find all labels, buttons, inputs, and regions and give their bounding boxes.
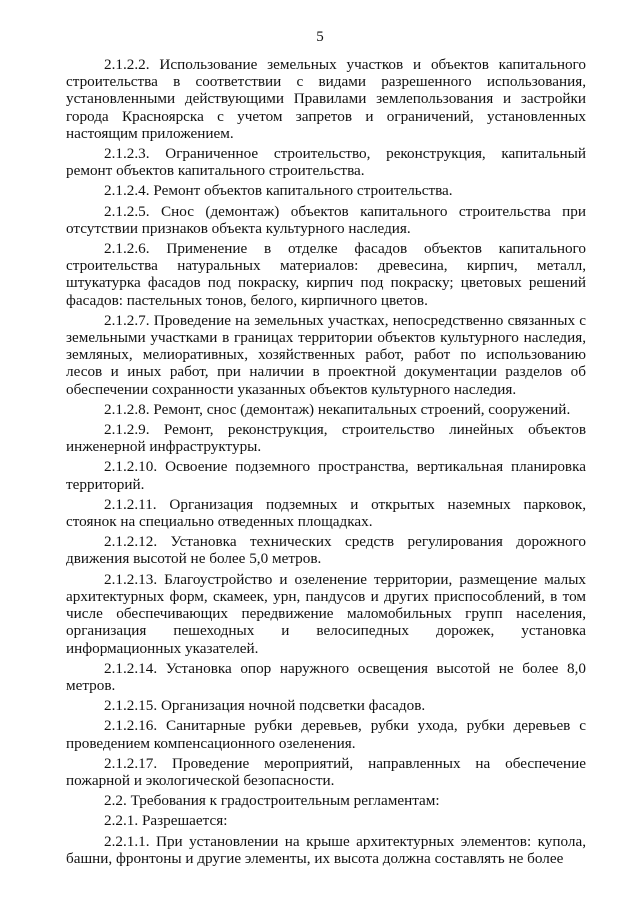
paragraph-2-1-2-14: 2.1.2.14. Установка опор наружного освещения высотой не более 8,0 метров.: [66, 659, 586, 694]
paragraph-2-1-2-2: 2.1.2.2. Использование земельных участков и объектов капитального строительства в соответствии с видами разрешенного использования, установленными действующими Правилами землепользования и застройки города Красноярска с учетом запретов и ограничений, установленных настоящим приложением.: [66, 56, 586, 142]
paragraph-2-1-2-15: 2.1.2.15. Организация ночной подсветки фасадов.: [104, 697, 426, 715]
paragraph-2-1-2-7: 2.1.2.7. Проведение на земельных участках, непосредственно связанных с земельными участками в границах территории объектов культурного наследия, земляных, мелиоративных, хозяйственных работ, работ по использованию лесов и иных работ, при наличии в проектной документации разделов об обеспечении сохранности указанных объектов культурного наследия.: [66, 311, 586, 398]
paragraph-2-1-2-9: 2.1.2.9. Ремонт, реконструкция, строительство линейных объектов инженерной инфраструктуры.: [66, 421, 586, 456]
paragraph-2-1-2-13: 2.1.2.13. Благоустройство и озеленение территории, размещение малых архитектурных форм, скамеек, урн, пандусов и других приспособлений, в том числе обеспечивающих передвижение маломобильных групп населения, организация пешеходных и велосипедных дорожек, установка информационных указателей.: [66, 570, 586, 657]
document-body: [66, 56, 586, 867]
paragraph-2-1-2-17: 2.1.2.17. Проведение мероприятий, направленных на обеспечение пожарной и экологической безопасности.: [66, 754, 586, 789]
paragraph-2-1-2-5: 2.1.2.5. Снос (демонтаж) объектов капитального строительства при отсутствии признаков объекта культурного наследия.: [66, 202, 586, 237]
subsection-heading-2-2-1: 2.2.1. Разрешается:: [104, 812, 228, 830]
paragraph-2-1-2-3: 2.1.2.3. Ограниченное строительство, реконструкция, капитальный ремонт объектов капитального строительства.: [66, 145, 586, 180]
section-heading-2-2: 2.2. Требования к градостроительным регламентам:: [104, 792, 440, 810]
paragraph-2-1-2-11: 2.1.2.11. Организация подземных и открытых наземных парковок, стоянок на специально отведенных площадках.: [66, 495, 586, 531]
paragraph-2-1-2-16: 2.1.2.16. Санитарные рубки деревьев, рубки ухода, рубки деревьев с проведением компенсационного озеленения.: [66, 717, 586, 752]
paragraph-2-2-1-1: 2.2.1.1. При установлении на крыше архитектурных элементов: купола, башни, фронтоны и другие элементы, их высота должна составлять не более: [66, 832, 586, 867]
paragraph-2-1-2-8: 2.1.2.8. Ремонт, снос (демонтаж) некапитальных строений, сооружений.: [104, 400, 571, 418]
paragraph-2-1-2-12: 2.1.2.12. Установка технических средств регулирования дорожного движения высотой не более 5,0 метров.: [66, 533, 586, 568]
paragraph-2-1-2-6: 2.1.2.6. Применение в отделке фасадов объектов капитального строительства натуральных материалов: древесина, кирпич, металл, штукатурка фасадов под покраску, кирпич под покраску; цветовых решений фасадов: пастельных тонов, белого, кирпичного цветов.: [66, 240, 586, 309]
paragraph-2-1-2-4: 2.1.2.4. Ремонт объектов капитального строительства.: [104, 182, 453, 200]
paragraph-2-1-2-10: 2.1.2.10. Освоение подземного пространства, вертикальная планировка территорий.: [66, 458, 586, 493]
page-number: 5: [316, 29, 324, 45]
